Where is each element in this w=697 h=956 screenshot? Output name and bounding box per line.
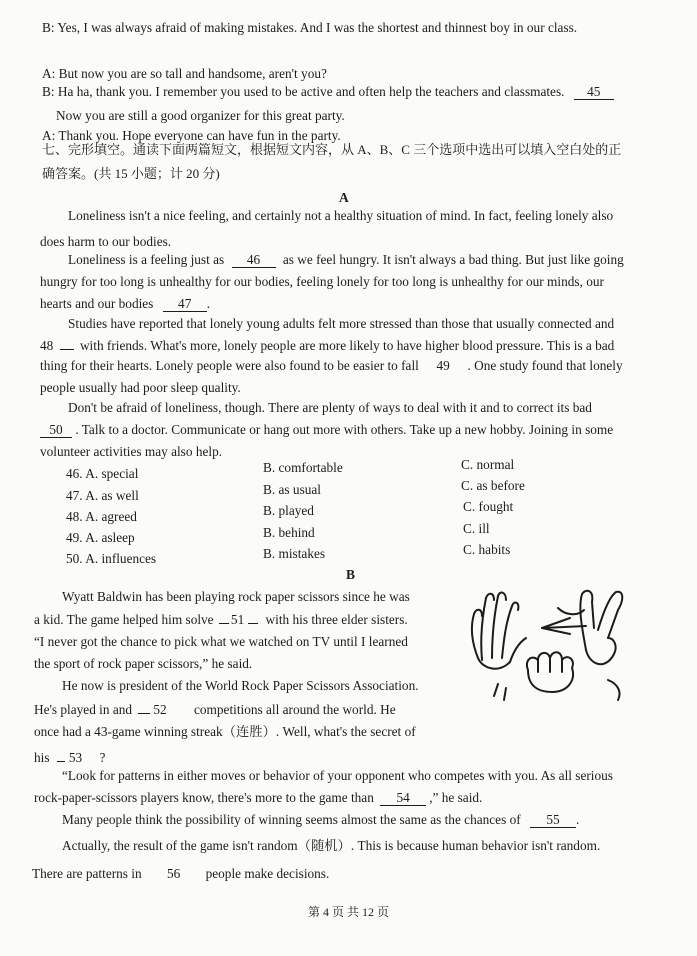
p4-line2-text: . Talk to a doctor. Communicate or hang out more with others. Take up a new hobby. Joining in some bbox=[75, 422, 614, 437]
passage-a-p3-line3 bbox=[40, 358, 623, 374]
section-header-line1: 七、完形填空。通读下面两篇短文，根据短文内容，从 A、B、C 三个选项中选出可以填入空白处的正 bbox=[42, 142, 622, 157]
blank-47: 47 bbox=[163, 297, 207, 312]
passage-a-label: A bbox=[339, 190, 349, 205]
passage-a-p1-line2: does harm to our bodies. bbox=[40, 234, 172, 249]
passage-a-p4-line2 bbox=[40, 422, 613, 438]
passage-b-line11: Many people think the possibility of winning seems almost the same as the chances of 55 . bbox=[62, 812, 580, 827]
passage-b-line5: He now is president of the World Rock Paper Scissors Association. bbox=[62, 678, 419, 693]
option-row-49-a: 49. A. asleep bbox=[66, 530, 135, 545]
option-row-48-c: C. fought bbox=[463, 499, 514, 514]
passage-b-line4: the sport of rock paper scissors,” he said. bbox=[34, 656, 253, 671]
dialogue-a2: A: Thank you. Hope everyone can have fun in the party. bbox=[42, 128, 341, 143]
passage-a-p2-line3: hearts and our bodies 47 . bbox=[40, 296, 211, 311]
p3-line3-text-b: . One study found that lonely bbox=[467, 358, 623, 373]
option-row-50-b: B. mistakes bbox=[263, 546, 326, 561]
option-row-46-b: B. comfortable bbox=[263, 460, 343, 475]
passage-b-line12: Actually, the result of the game isn't random（随机）. This is because human behavior isn't random. bbox=[62, 838, 601, 853]
p3-line3-text-a: thing for their hearts. Lonely people were also found to be easier to fall bbox=[40, 358, 419, 373]
dialogue-b1: B: Yes, I was always afraid of making mistakes. And I was the shortest and thinnest boy in our class. bbox=[42, 20, 578, 35]
passage-b-line6: He's played in and 52 competitions all around the world. He bbox=[34, 702, 396, 717]
option-row-47-c: C. as before bbox=[461, 478, 525, 493]
blank-55: 55 bbox=[530, 813, 576, 828]
dialogue-a1: A: But now you are so tall and handsome, aren't you? bbox=[42, 66, 327, 81]
blank-49: 49 bbox=[436, 358, 450, 373]
passage-b-line8: his 53 ? bbox=[34, 750, 106, 765]
blank-56: 56 bbox=[166, 866, 181, 881]
option-row-47-a: 47. A. as well bbox=[66, 488, 139, 503]
option-row-49-c: C. ill bbox=[463, 521, 490, 536]
passage-b-line1: Wyatt Baldwin has been playing rock paper scissors since he was bbox=[62, 589, 410, 604]
passage-b-line3: “I never got the chance to pick what we watched on TV until I learned bbox=[34, 634, 408, 649]
passage-a-p3-line4: people usually had poor sleep quality. bbox=[40, 380, 241, 395]
section-header-line2: 确答案。(共 15 小题；计 20 分) bbox=[42, 166, 220, 181]
blank-48: 48 bbox=[40, 338, 54, 353]
option-row-47-b: B. as usual bbox=[263, 482, 321, 497]
p2-text-b: as we feel hungry. It isn't always a bad thing. But just like going bbox=[282, 252, 624, 267]
p3-line2-text: with friends. What's more, lonely people are more likely to have higher blood pressure. This is a bad bbox=[79, 338, 615, 353]
page-footer: 第 4 页 共 12 页 bbox=[307, 905, 389, 919]
passage-b-line2: a kid. The game helped him solve 51 with his three elder sisters. bbox=[34, 612, 408, 627]
blank-52: 52 bbox=[153, 702, 167, 717]
dialogue-b3: Now you are still a good organizer for this great party. bbox=[56, 108, 345, 123]
blank-54: 54 bbox=[380, 791, 426, 806]
rock-paper-scissors-illustration bbox=[458, 588, 638, 706]
passage-a-p2-line2: hungry for too long is unhealthy for our bodies, feeling lonely for too long is unhealthy for our minds, our bbox=[40, 274, 604, 289]
option-row-48-a: 48. A. agreed bbox=[66, 509, 137, 524]
option-row-50-a: 50. A. influences bbox=[66, 551, 157, 566]
passage-b-label: B bbox=[346, 567, 356, 582]
passage-a-p2-line1 bbox=[68, 252, 624, 268]
passage-a-p4-line3: volunteer activities may also help. bbox=[40, 444, 223, 459]
passage-b-line7: once had a 43-game winning streak（连胜）. Well, what's the secret of bbox=[34, 724, 416, 739]
dialogue-b2-text: B: Ha ha, thank you. I remember you used to be active and often help the teachers and classmates. bbox=[42, 84, 565, 99]
option-row-50-c: C. habits bbox=[463, 542, 511, 557]
passage-b-line9: “Look for patterns in either moves or behavior of your opponent who competes with you. As all serious bbox=[62, 768, 613, 783]
passage-a-p4-line1: Don't be afraid of loneliness, though. There are plenty of ways to deal with it and to correct its bad bbox=[68, 400, 592, 415]
passage-a-p3-line2 bbox=[40, 338, 614, 354]
p2-text-a: Loneliness is a feeling just as bbox=[68, 252, 225, 267]
blank-50: 50 bbox=[40, 423, 72, 438]
option-row-49-b: B. behind bbox=[263, 525, 315, 540]
blank-53: 53 bbox=[68, 750, 83, 765]
passage-b-line10: rock-paper-scissors players know, there's more to the game than 54 ,” he said. bbox=[34, 790, 483, 805]
passage-a-p1-line1: Loneliness isn't a nice feeling, and certainly not a healthy situation of mind. In fact, feeling lonely also bbox=[68, 208, 614, 223]
option-row-48-b: B. played bbox=[263, 503, 314, 518]
passage-a-p3-line1: Studies have reported that lonely young adults felt more stressed than those that usually connected and bbox=[68, 316, 615, 331]
passage-b-line13: There are patterns in 56 people make decisions. bbox=[32, 866, 330, 881]
blank-46: 46 bbox=[232, 253, 276, 268]
blank-45: 45 bbox=[574, 85, 614, 100]
dialogue-b2 bbox=[42, 84, 614, 100]
option-row-46-c: C. normal bbox=[461, 457, 515, 472]
blank-51: 51 bbox=[230, 612, 245, 627]
hands-drawing-icon bbox=[458, 588, 638, 706]
p2-line3-text: hearts and our bodies bbox=[40, 296, 154, 311]
option-row-46-a: 46. A. special bbox=[66, 466, 139, 481]
